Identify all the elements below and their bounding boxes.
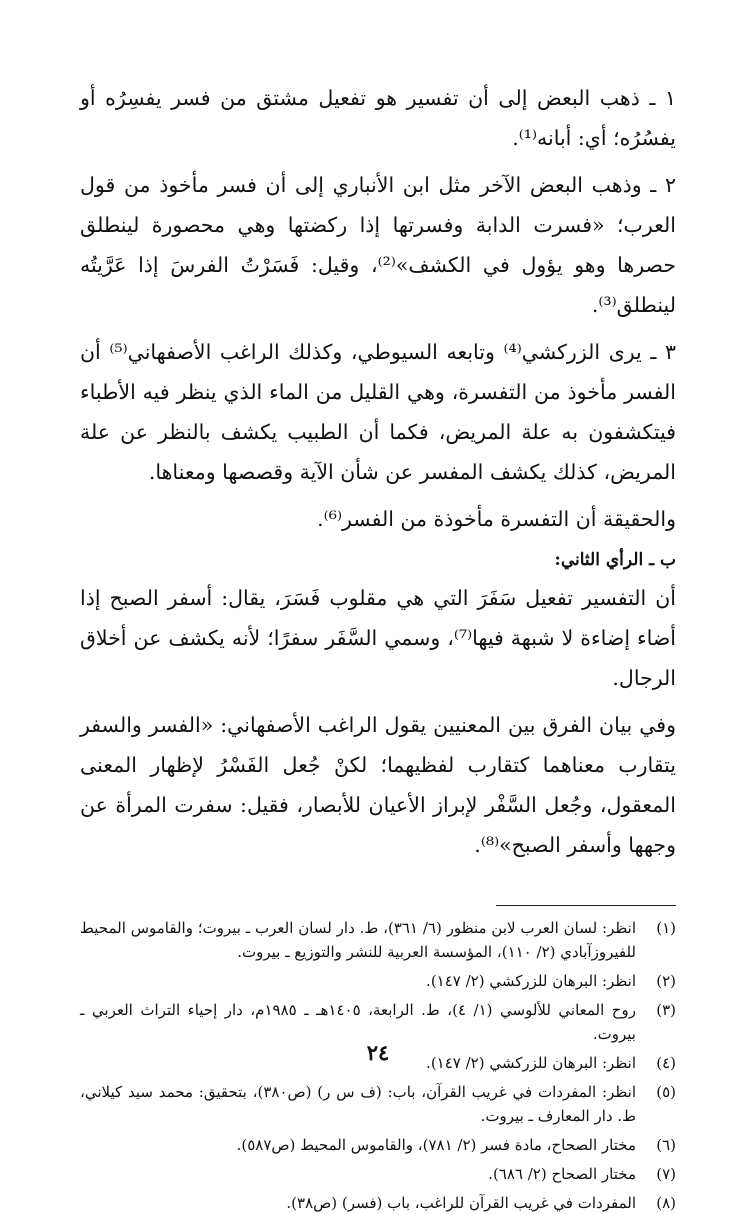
paragraph-2: ٢ ـ وذهب البعض الآخر مثل ابن الأنباري إلى أن فسر مأخوذ من قول العرب؛ «فسرت الدابة وفسرتها إذا ركضتها وهي محصورة لينطلق حصرها وهو يؤول في الكشف»⁽²⁾، وقيل: فَسَرْتُ الفرسَ إذا عَرَّيتُه لينطلق⁽³⁾. [80, 173, 676, 317]
footnote [80, 998, 676, 1046]
footnote-divider [496, 905, 676, 906]
footnote-number: (٢) [656, 972, 676, 990]
footnote [80, 1162, 676, 1186]
footnotes [80, 916, 676, 1215]
footnote-number: (١) [656, 919, 676, 937]
footnote-text: مختار الصحاح (٢/ ٦٨٦). [488, 1165, 636, 1183]
footnote [80, 1080, 676, 1128]
footnote-text: المفردات في غريب القرآن للراغب، باب (فسر) (ص٣٨). [286, 1194, 636, 1212]
section-heading: ب ـ الرأي الثاني: [554, 550, 676, 570]
paragraph-5: أن التفسير تفعيل سَفَرَ التي هي مقلوب فَسَرَ، يقال: أسفر الصبح إذا أضاء إضاءة لا شبهة فيها⁽⁷⁾، وسمي السَّفَر سفرًا؛ لأنه يكشف عن أخلاق الرجال. [80, 586, 676, 690]
footnote-number: (٦) [656, 1136, 676, 1154]
footnote-number: (٤) [656, 1054, 676, 1072]
footnote [80, 1191, 676, 1215]
main-text [80, 78, 676, 865]
paragraph-3: ٣ ـ يرى الزركشي⁽⁴⁾ وتابعه السيوطي، وكذلك الراغب الأصفهاني⁽⁵⁾ أن الفسر مأخوذ من التفسرة، وهي القليل من الماء الذي ينظر فيه الأطباء فيتكشفون به علة المريض، فكما أن الطبيب يكشف بالنظر عن علة المريض، كذلك يكشف المفسر عن شأن الآية وقصصها ومعناها. [80, 340, 676, 484]
footnote-text: انظر: لسان العرب لابن منظور (٦/ ٣٦١)، ط. دار لسان العرب ـ بيروت؛ والقاموس المحيط للفيروزآبادي (٢/ ١١٠)، المؤسسة العربية للنشر والتوزيع ـ بيروت. [80, 919, 637, 961]
footnote [80, 1133, 676, 1157]
footnote [80, 916, 676, 964]
paragraph-1: ١ ـ ذهب البعض إلى أن تفسير هو تفعيل مشتق من فسر يفسِرُه أو يفسُرُه؛ أي: أبانه⁽¹⁾. [80, 86, 676, 150]
page-number: ٢٤ [366, 1040, 390, 1065]
paragraph-6: وفي بيان الفرق بين المعنيين يقول الراغب الأصفهاني: «الفسر والسفر يتقارب معناهما كتقارب لفظيهما؛ لكنْ جُعل الفَسْرُ لإظهار المعنى المعقول، وجُعل السَّفْر لإبراز الأعيان للأبصار، فقيل: سفرت المرأة عن وجهها وأسفر الصبح»⁽⁸⁾. [80, 713, 676, 857]
footnote-text: انظر: البرهان للزركشي (٢/ ١٤٧). [426, 972, 636, 990]
footnote-text: روح المعاني للألوسي (١/ ٤)، ط. الرابعة، ١٤٠٥هـ ـ ١٩٨٥م، دار إحياء التراث العربي ـ بيروت. [80, 1001, 636, 1043]
footnote-text: انظر: البرهان للزركشي (٢/ ١٤٧). [426, 1054, 636, 1072]
footnote [80, 969, 676, 993]
footnote-number: (٧) [656, 1165, 676, 1183]
footnote-number: (٣) [656, 1001, 676, 1019]
paragraph-4: والحقيقة أن التفسرة مأخوذة من الفسر⁽⁶⁾. [317, 507, 676, 531]
footnote-number: (٨) [656, 1194, 676, 1212]
footnote-text: مختار الصحاح، مادة فسر (٢/ ٧٨١)، والقاموس المحيط (ص٥٨٧). [236, 1136, 636, 1154]
footnote-number: (٥) [656, 1083, 676, 1101]
footnote-text: انظر: المفردات في غريب القرآن، باب: (ف س ر) (ص٣٨٠)، بتحقيق: محمد سيد كيلاني، ط. دار المعارف ـ بيروت. [80, 1083, 636, 1125]
